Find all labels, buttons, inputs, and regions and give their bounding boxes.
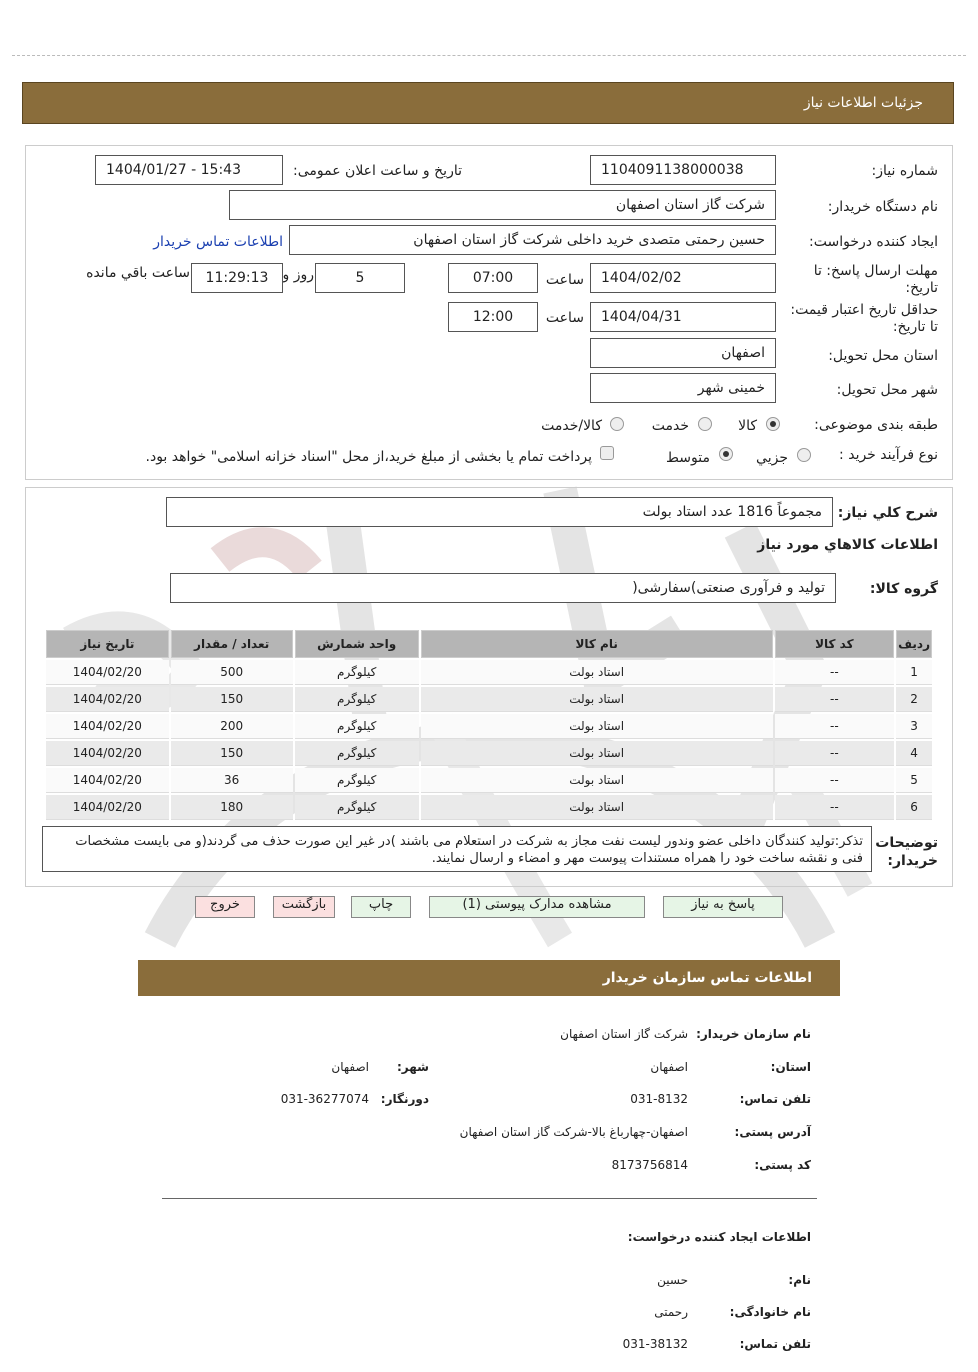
process-label: نوع فرآیند خرید : — [839, 447, 938, 463]
cell-unit: کیلوگرم — [295, 714, 419, 739]
cell-row: 1 — [896, 660, 932, 685]
col-date: تاریخ نیاز — [46, 630, 169, 658]
category-goods-radio[interactable] — [766, 417, 780, 431]
remaining-label: ساعت باقي مانده — [86, 265, 190, 281]
org-name-label: نام سازمان خریدار: — [696, 1027, 811, 1041]
cell-qty: 36 — [171, 768, 293, 793]
cell-row: 4 — [896, 741, 932, 766]
creator-name-label: نام: — [788, 1273, 811, 1287]
cell-date: 1404/02/20 — [46, 687, 169, 712]
back-button[interactable]: بازگشت — [273, 896, 335, 918]
cell-code: -- — [775, 660, 895, 685]
table-row — [46, 660, 932, 685]
creator-field: حسین رحمتی متصدی خرید داخلی شرکت گاز استان اصفهان — [289, 225, 776, 255]
buyer-contact-link[interactable]: اطلاعات تماس خریدار — [153, 234, 283, 250]
address-label: آدرس پستی: — [734, 1125, 811, 1139]
cell-qty: 150 — [171, 687, 293, 712]
cell-name: استاد بولت — [421, 795, 773, 820]
treasury-payment-text: پرداخت تمام یا بخشی از مبلغ خرید،از محل "اسناد خزانه اسلامی" خواهد بود. — [145, 449, 592, 465]
buyer-contact-title: اطلاعات تماس سازمان خریدار — [602, 970, 812, 986]
org-name-value: شرکت گاز استان اصفهان — [560, 1027, 688, 1041]
category-label: طبقه بندی موضوعی: — [814, 417, 938, 433]
col-unit: واحد شمارش — [295, 630, 419, 658]
validity-label: حداقل تاریخ اعتبار قیمت: تا تاریخ: — [790, 302, 938, 335]
goods-info-title: اطلاعات کالاهاي مورد نياز — [757, 537, 938, 553]
cell-name: استاد بولت — [421, 741, 773, 766]
city-field: خمینی شهر — [590, 373, 776, 403]
contact-phone-value: 031-8132 — [630, 1092, 688, 1106]
category-service-text: خدمت — [651, 418, 689, 434]
contact-province-value: اصفهان — [650, 1060, 688, 1074]
contact-city-label: شهر: — [397, 1060, 429, 1074]
days-label: روز و — [282, 267, 314, 283]
cell-qty: 150 — [171, 741, 293, 766]
cell-name: استاد بولت — [421, 714, 773, 739]
validity-date-field: 1404/04/31 — [590, 302, 776, 332]
buyer-notes-field: تذکر:تولید کنندگان داخلی عضو وندور لیست نفت مجاز به شرکت در استعلام می باشند )در غیر این صورت حذف می گردند(و می بایست مشخصات فنی و نقشه ساخت خود را همراه مستندات پیوست مهر و امضاء و ارسال نمایند. — [42, 826, 872, 872]
cell-code: -- — [775, 714, 895, 739]
process-partial-radio[interactable] — [797, 448, 811, 462]
cell-date: 1404/02/20 — [46, 741, 169, 766]
cell-code: -- — [775, 687, 895, 712]
cell-qty: 180 — [171, 795, 293, 820]
contact-province-label: استان: — [770, 1060, 811, 1074]
treasury-payment-checkbox[interactable] — [600, 446, 614, 460]
col-row: رديف — [896, 630, 932, 658]
cell-date: 1404/02/20 — [46, 660, 169, 685]
city-label: شهر محل تحویل: — [836, 382, 938, 398]
deadline-time-field: 07:00 — [448, 263, 538, 293]
province-field: اصفهان — [590, 338, 776, 368]
reply-button[interactable]: پاسخ به نیاز — [663, 896, 783, 918]
creator-family-label: نام خانوادگی: — [729, 1305, 811, 1319]
cell-unit: کیلوگرم — [295, 768, 419, 793]
postal-code-label: کد پستی: — [754, 1158, 811, 1172]
province-label: استان محل تحویل: — [828, 348, 938, 364]
announce-field: 1404/01/27 - 15:43 — [95, 155, 283, 185]
cell-unit: کیلوگرم — [295, 660, 419, 685]
process-medium-radio[interactable] — [719, 447, 733, 461]
page-title: جزئیات اطلاعات نیاز — [803, 95, 923, 111]
process-medium-text: متوسط — [666, 450, 710, 466]
cell-date: 1404/02/20 — [46, 768, 169, 793]
cell-code: -- — [775, 795, 895, 820]
page-header — [22, 82, 954, 124]
days-field: 5 — [315, 263, 405, 293]
cell-code: -- — [775, 741, 895, 766]
cell-row: 2 — [896, 687, 932, 712]
cell-name: استاد بولت — [421, 660, 773, 685]
goods-table-header — [46, 630, 932, 658]
general-desc-label: شرح کلي نياز: — [837, 505, 938, 521]
cell-unit: کیلوگرم — [295, 687, 419, 712]
deadline-date-field: 1404/02/02 — [590, 263, 776, 293]
need-number-label: شماره نیاز: — [871, 163, 938, 179]
creator-name-value: حسین — [657, 1273, 688, 1287]
deadline-label: مهلت ارسال پاسخ: تا تاریخ: — [813, 263, 938, 296]
category-service-radio[interactable] — [698, 417, 712, 431]
table-row — [46, 795, 932, 820]
buyer-contact-header — [138, 960, 840, 996]
contact-city-value: اصفهان — [331, 1060, 369, 1074]
col-qty: تعداد / مقدار — [171, 630, 293, 658]
view-documents-button[interactable]: مشاهده مدارک پیوستی (1) — [429, 896, 645, 918]
goods-group-field: تولید و فرآوری صنعتی)سفارشی( — [170, 573, 836, 603]
cell-unit: کیلوگرم — [295, 741, 419, 766]
buyer-notes-label: توضیحات خریدار: — [875, 835, 938, 869]
validity-time-field: 12:00 — [448, 302, 538, 332]
buyer-org-field: شرکت گاز استان اصفهان — [229, 190, 776, 220]
general-desc-field: مجموعاً 1816 عدد استاد بولت — [166, 497, 833, 527]
address-value: اصفهان-چهارباغ بالا-شرکت گاز استان اصفهان — [459, 1125, 688, 1139]
cell-name: استاد بولت — [421, 687, 773, 712]
print-button[interactable]: چاپ — [351, 896, 411, 918]
validity-time-label: ساعت — [545, 310, 584, 326]
cell-row: 6 — [896, 795, 932, 820]
cell-row: 5 — [896, 768, 932, 793]
postal-code-value: 8173756814 — [611, 1158, 688, 1172]
table-row — [46, 714, 932, 739]
announce-label: تاریخ و ساعت اعلان عمومی: — [293, 163, 462, 179]
creator-phone-value: 031-38132 — [622, 1337, 688, 1351]
col-name: نام کالا — [421, 630, 773, 658]
cell-unit: کیلوگرم — [295, 795, 419, 820]
cell-code: -- — [775, 768, 895, 793]
fax-value: 031-36277074 — [280, 1092, 369, 1106]
creator-label: ایجاد کننده درخواست: — [809, 234, 938, 250]
fax-label: دورنگار: — [380, 1092, 429, 1106]
category-goods-text: کالا — [738, 418, 757, 434]
table-row — [46, 741, 932, 766]
col-code: کد کالا — [775, 630, 895, 658]
cell-date: 1404/02/20 — [46, 714, 169, 739]
goods-group-label: گروه کالا: — [869, 581, 938, 597]
need-number-field: 1104091138000038 — [590, 155, 776, 185]
table-row — [46, 687, 932, 712]
creator-phone-label: تلفن تماس: — [739, 1337, 811, 1351]
exit-button[interactable]: خروج — [195, 896, 255, 918]
remaining-time-field: 11:29:13 — [191, 263, 283, 293]
cell-row: 3 — [896, 714, 932, 739]
cell-qty: 200 — [171, 714, 293, 739]
top-divider — [12, 55, 966, 56]
cell-name: استاد بولت — [421, 768, 773, 793]
category-both-radio[interactable] — [610, 417, 624, 431]
cell-qty: 500 — [171, 660, 293, 685]
category-both-text: کالا/خدمت — [541, 418, 602, 434]
process-partial-text: جزيي — [756, 450, 788, 466]
creator-info-title: اطلاعات ایجاد کننده درخواست: — [627, 1230, 811, 1244]
creator-family-value: رحمتی — [654, 1305, 688, 1319]
goods-table — [44, 628, 934, 822]
contact-phone-label: تلفن تماس: — [739, 1092, 811, 1106]
buyer-org-label: نام دستگاه خریدار: — [827, 199, 938, 215]
table-row — [46, 768, 932, 793]
cell-date: 1404/02/20 — [46, 795, 169, 820]
contact-divider — [162, 1198, 817, 1199]
deadline-time-label: ساعت — [545, 272, 584, 288]
